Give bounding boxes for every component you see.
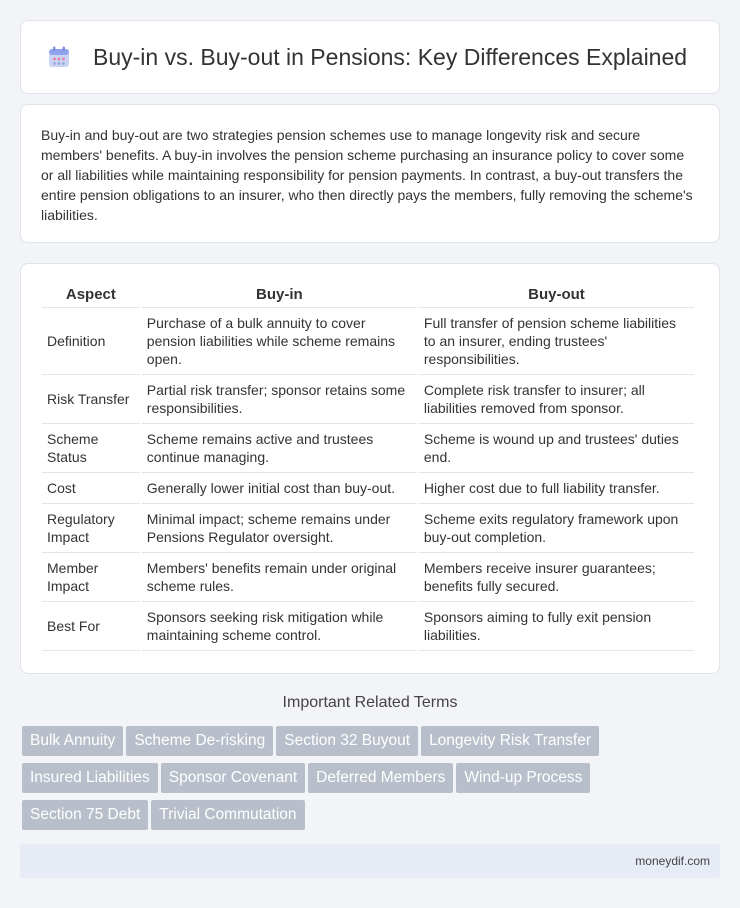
header-buy-out: Buy-out — [419, 282, 694, 308]
table-row — [42, 602, 694, 651]
row-buy-out: Scheme is wound up and trustees' duties end. — [419, 424, 694, 473]
row-buy-out: Higher cost due to full liability transfer. — [419, 473, 694, 504]
related-term-tag[interactable]: Bulk Annuity — [22, 726, 123, 756]
related-term-tag[interactable]: Section 75 Debt — [22, 800, 148, 830]
intro-text: Buy-in and buy-out are two strategies pension schemes use to manage longevity risk and secure members' benefits. A buy-in involves the pension scheme purchasing an insurance policy to cover some or all liabilities while maintaining responsibility for pension payments. In contrast, a buy-out transfers the entire pension obligations to an insurer, who then directly pays the members, fully removing the scheme's liabilities. — [41, 127, 693, 223]
header-buy-in: Buy-in — [142, 282, 417, 308]
related-terms-title: Important Related Terms — [282, 694, 458, 711]
footer — [20, 844, 720, 878]
row-buy-in: Minimal impact; scheme remains under Pensions Regulator oversight. — [142, 504, 417, 553]
row-buy-in: Partial risk transfer; sponsor retains some responsibilities. — [142, 375, 417, 424]
table-row — [42, 473, 694, 504]
related-term-tag[interactable]: Longevity Risk Transfer — [421, 726, 599, 756]
row-aspect: Regulatory Impact — [42, 504, 140, 553]
related-term-tag[interactable]: Wind-up Process — [456, 763, 590, 793]
header-card — [20, 20, 720, 94]
row-aspect: Cost — [42, 473, 140, 504]
row-buy-out: Members receive insurer guarantees; benefits fully secured. — [419, 553, 694, 602]
table-row — [42, 504, 694, 553]
row-aspect: Risk Transfer — [42, 375, 140, 424]
row-buy-in: Sponsors seeking risk mitigation while maintaining scheme control. — [142, 602, 417, 651]
intro-card — [20, 104, 720, 243]
table-row — [42, 553, 694, 602]
related-term-tag[interactable]: Section 32 Buyout — [276, 726, 418, 756]
row-buy-in: Members' benefits remain under original scheme rules. — [142, 553, 417, 602]
footer-site[interactable]: moneydif.com — [635, 854, 710, 868]
row-buy-in: Scheme remains active and trustees continue managing. — [142, 424, 417, 473]
table-row — [42, 375, 694, 424]
table-row — [42, 424, 694, 473]
row-buy-out: Sponsors aiming to fully exit pension liabilities. — [419, 602, 694, 651]
calendar-icon — [47, 45, 71, 69]
row-buy-out: Scheme exits regulatory framework upon buy-out completion. — [419, 504, 694, 553]
related-term-tag[interactable]: Deferred Members — [308, 763, 453, 793]
row-buy-in: Purchase of a bulk annuity to cover pension liabilities while scheme remains open. — [142, 308, 417, 375]
row-aspect: Member Impact — [42, 553, 140, 602]
row-aspect: Scheme Status — [42, 424, 140, 473]
related-term-tag[interactable]: Sponsor Covenant — [161, 763, 305, 793]
page-title: Buy-in vs. Buy-out in Pensions: Key Differences Explained — [93, 43, 688, 70]
comparison-table — [40, 282, 696, 651]
related-term-tag[interactable]: Trivial Commutation — [151, 800, 304, 830]
table-row — [42, 308, 694, 375]
comparison-card — [20, 263, 720, 674]
row-buy-out: Full transfer of pension scheme liabilities to an insurer, ending trustees' responsibilities. — [419, 308, 694, 375]
related-term-tag[interactable]: Insured Liabilities — [22, 763, 158, 793]
row-buy-out: Complete risk transfer to insurer; all liabilities removed from sponsor. — [419, 375, 694, 424]
row-aspect: Best For — [42, 602, 140, 651]
row-buy-in: Generally lower initial cost than buy-out. — [142, 473, 417, 504]
related-term-tag[interactable]: Scheme De-risking — [126, 726, 273, 756]
header-aspect: Aspect — [42, 282, 140, 308]
related-terms-list — [22, 726, 722, 837]
row-aspect: Definition — [42, 308, 140, 375]
table-header-row — [42, 282, 694, 308]
